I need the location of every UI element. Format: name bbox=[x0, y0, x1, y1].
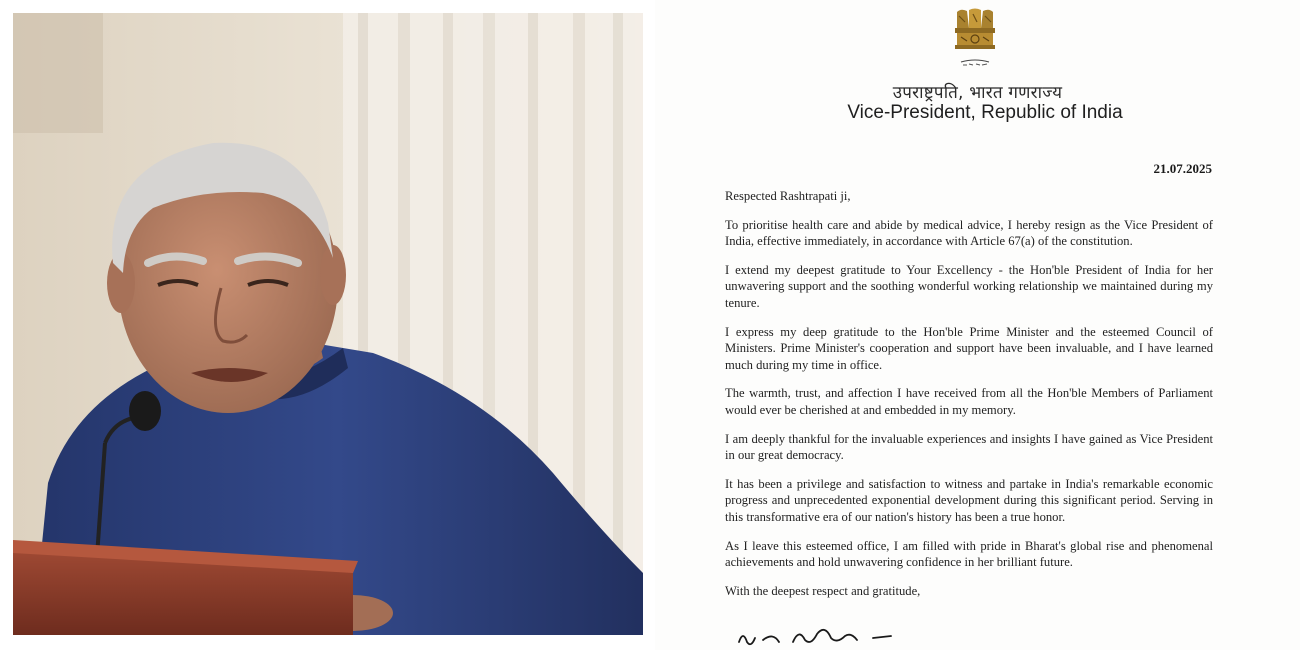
resignation-letter bbox=[655, 0, 1300, 650]
paragraph-6: It has been a privilege and satisfaction to witness and partake in India's remarkable economic progress and unprecedented exponential development during this significant period. Serving in this transformative era of our nation's history has been a true honor. bbox=[725, 476, 1213, 524]
speaker-photo bbox=[13, 13, 643, 635]
paragraph-3: I express my deep gratitude to the Hon'ble Prime Minister and the esteemed Council of Ministers. Prime Minister's cooperation and support have been invaluable, and I have learned much during my time in office. bbox=[725, 324, 1213, 372]
hindi-letterhead-title: उपराष्ट्रपति, भारत गणराज्य bbox=[892, 83, 1063, 103]
speaker-illustration bbox=[13, 13, 643, 635]
paragraph-4: The warmth, trust, and affection I have received from all the Hon'ble Members of Parliament would ever be cherished at and embedded in my memory. bbox=[725, 386, 1213, 417]
letter-body bbox=[725, 188, 1213, 611]
handwritten-signature bbox=[733, 612, 933, 650]
letter-date: 21.07.2025 bbox=[1153, 161, 1212, 176]
paragraph-5: I am deeply thankful for the invaluable experiences and insights I have gained as Vice President in our great democracy. bbox=[725, 431, 1213, 463]
national-emblem-icon bbox=[949, 8, 1001, 70]
paragraph-7: As I leave this esteemed office, I am filled with pride in Bharat's global rise and phenomenal achievements and hold unwavering confidence in her brilliant future. bbox=[725, 538, 1213, 570]
paragraph-2: I extend my deepest gratitude to Your Excellency - the Hon'ble President of India for her unwavering support and the soothing wonderful working relationship we maintained during my tenure. bbox=[725, 262, 1213, 310]
closing: With the deepest respect and gratitude, bbox=[725, 583, 921, 598]
salutation: Respected Rashtrapati ji, bbox=[725, 189, 851, 203]
paragraph-1: To prioritise health care and abide by medical advice, I hereby resign as the Vice President of India, effective immediately, in accordance with Article 67(a) of the constitution. bbox=[725, 217, 1213, 249]
english-letterhead-title: Vice-President, Republic of India bbox=[847, 102, 1123, 123]
